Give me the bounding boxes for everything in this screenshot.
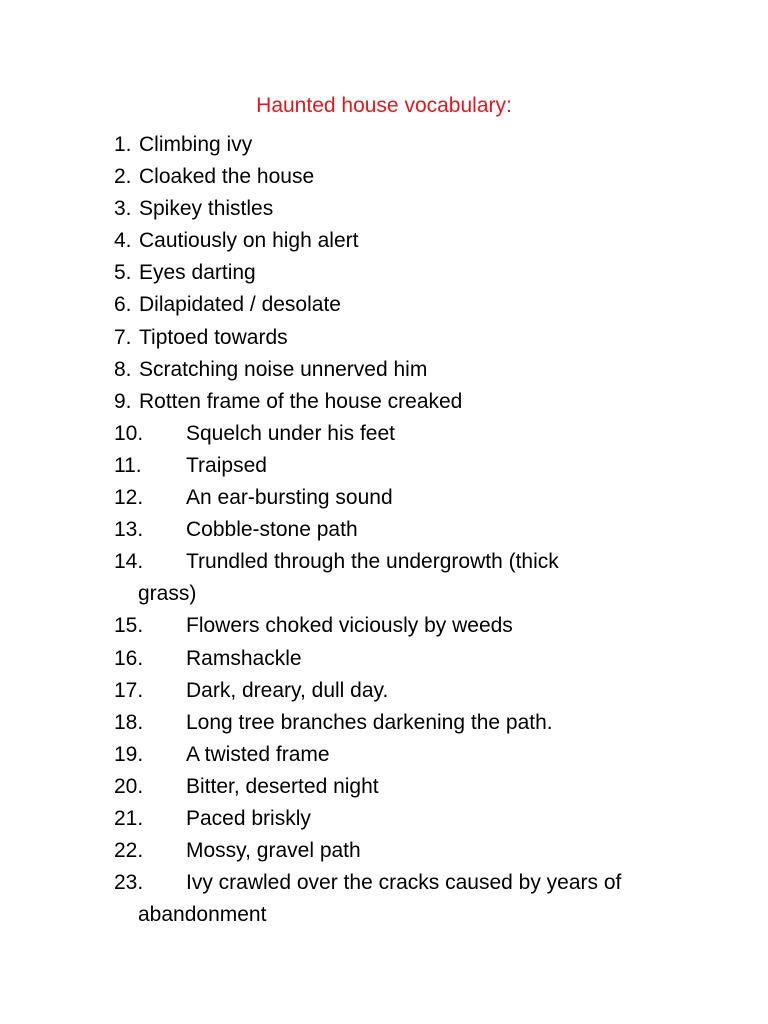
item-number: 6.: [114, 293, 132, 317]
item-number: 18.: [114, 710, 144, 734]
item-number: 2.: [114, 165, 132, 189]
list-item: [114, 675, 734, 707]
page-title: Haunted house vocabulary:: [256, 94, 512, 117]
item-number: 17.: [114, 678, 144, 702]
item-number: 3.: [114, 197, 132, 221]
item-number: 9.: [114, 389, 132, 413]
vocabulary-list: [114, 129, 734, 931]
list-item: [114, 610, 734, 642]
item-text: Scratching noise unnerved him: [139, 357, 428, 381]
list-item: [114, 867, 734, 931]
list-item: [114, 771, 734, 803]
item-text: Flowers choked viciously by weeds: [186, 614, 513, 638]
list-item: [114, 322, 734, 354]
list-item: [114, 257, 734, 289]
item-number: 16.: [114, 646, 144, 670]
list-item: [114, 450, 734, 482]
item-number: 13.: [114, 518, 144, 542]
item-number: 21.: [114, 806, 144, 830]
item-number: 15.: [114, 614, 144, 638]
item-text: Dilapidated / desolate: [139, 293, 341, 317]
list-item: [114, 161, 734, 193]
item-text: Dark, dreary, dull day.: [186, 678, 389, 702]
list-item: [114, 289, 734, 321]
item-text: Squelch under his feet: [186, 421, 395, 445]
item-number: 4.: [114, 229, 132, 253]
item-number: 7.: [114, 325, 132, 349]
item-text: Ramshackle: [186, 646, 302, 670]
item-text: Ivy crawled over the cracks caused by years of: [186, 871, 622, 895]
item-text: Mossy, gravel path: [186, 839, 361, 863]
item-number: 19.: [114, 742, 144, 766]
item-text: Long tree branches darkening the path.: [186, 710, 553, 734]
item-text: Climbing ivy: [139, 133, 253, 156]
list-item: [114, 739, 734, 771]
item-text: Cloaked the house: [139, 165, 315, 189]
item-text: Cautiously on high alert: [139, 229, 359, 253]
item-text: A twisted frame: [186, 742, 330, 766]
item-text: Cobble-stone path: [186, 518, 358, 542]
list-item: [114, 354, 734, 386]
item-text-continuation: grass): [138, 582, 197, 606]
item-text: Bitter, deserted night: [186, 774, 379, 798]
list-item: [114, 835, 734, 867]
item-number: 20.: [114, 774, 144, 798]
list-item: [114, 386, 734, 418]
item-number: 5.: [114, 261, 132, 285]
item-number: 22.: [114, 839, 144, 863]
list-item: [114, 514, 734, 546]
item-text: An ear-bursting sound: [186, 486, 393, 510]
item-number: 12.: [114, 486, 144, 510]
item-number: 1.: [114, 133, 132, 156]
item-text-continuation: abandonment: [138, 903, 267, 927]
item-number: 11.: [114, 453, 142, 477]
item-text: Trundled through the undergrowth (thick: [186, 550, 559, 574]
item-number: 23.: [114, 871, 144, 895]
item-text: Paced briskly: [186, 806, 311, 830]
item-text: Eyes darting: [139, 261, 256, 285]
list-item: [114, 546, 734, 610]
item-number: 10.: [114, 421, 144, 445]
list-item: [114, 193, 734, 225]
list-item: [114, 707, 734, 739]
item-text: Traipsed: [186, 453, 267, 477]
list-item: [114, 129, 734, 161]
item-number: 14.: [114, 550, 144, 574]
item-text: Rotten frame of the house creaked: [139, 389, 463, 413]
list-item: [114, 643, 734, 675]
list-item: [114, 482, 734, 514]
item-text: Spikey thistles: [139, 197, 274, 221]
list-item: [114, 225, 734, 257]
item-number: 8.: [114, 357, 132, 381]
list-item: [114, 418, 734, 450]
list-item: [114, 803, 734, 835]
item-text: Tiptoed towards: [139, 325, 288, 349]
